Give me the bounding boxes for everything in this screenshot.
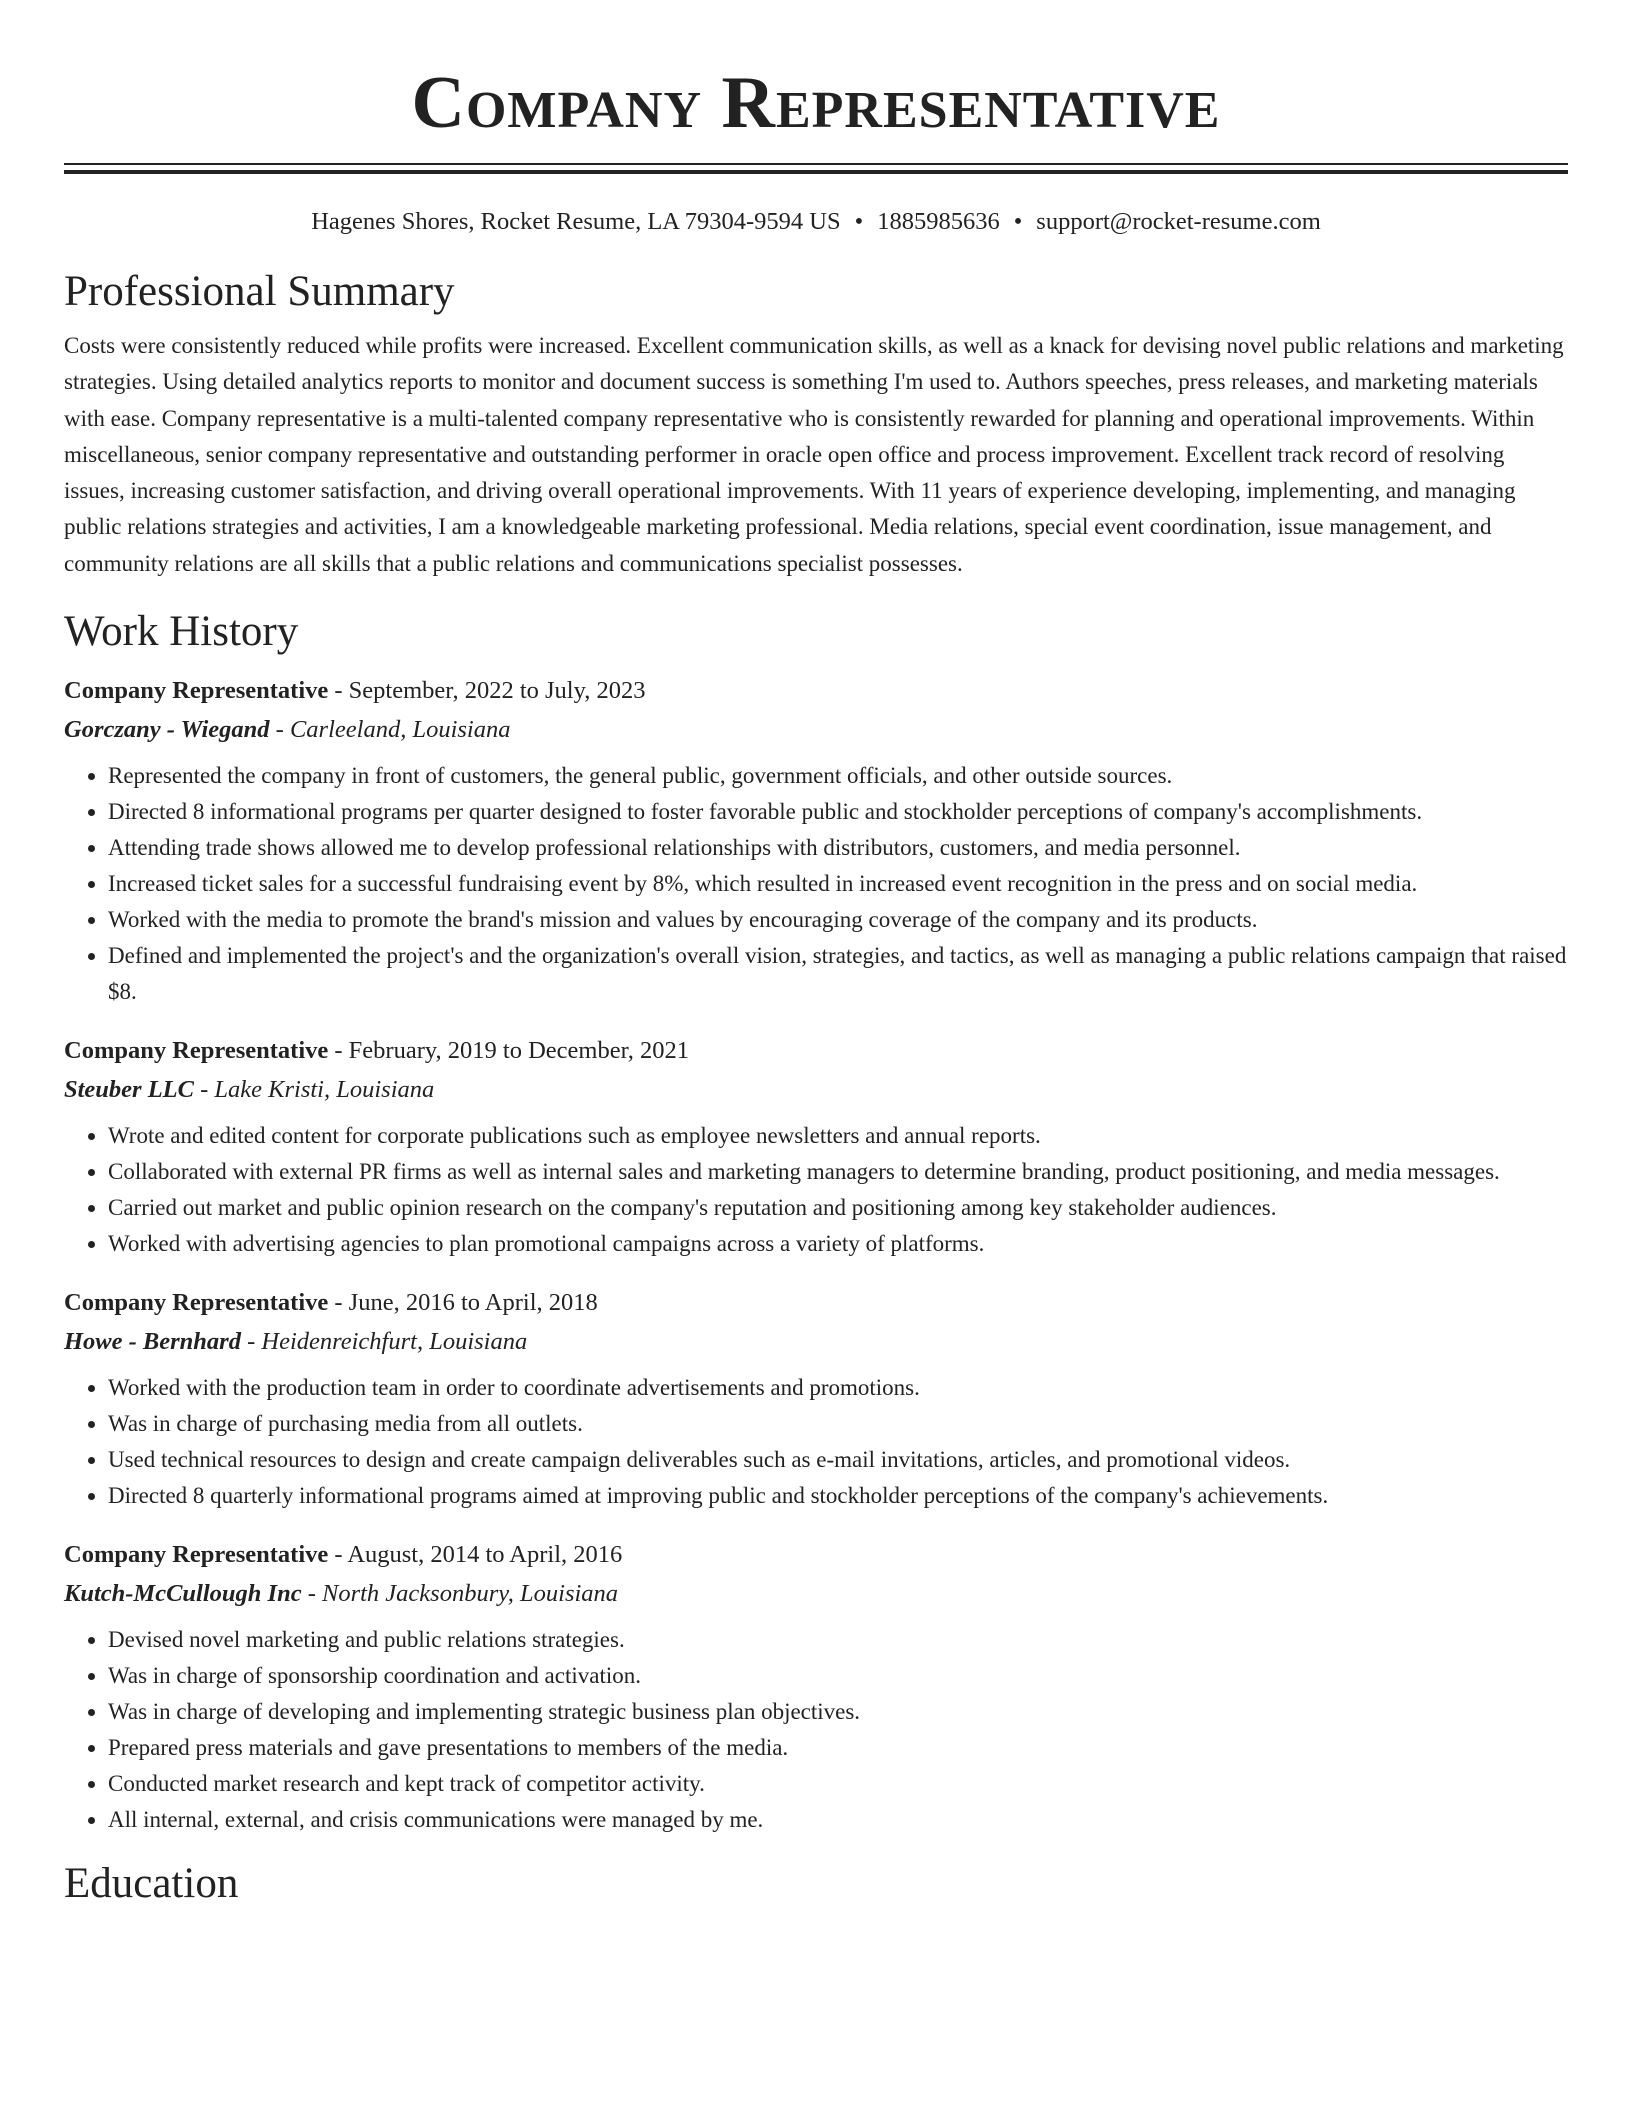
job-location: - Heidenreichfurt, Louisiana — [240, 1328, 528, 1356]
job-company-line — [64, 1070, 1568, 1110]
contact-line — [64, 206, 1568, 238]
contact-separator: • — [854, 208, 864, 235]
job-dates: - August, 2014 to April, 2016 — [328, 1541, 623, 1569]
summary-text: Costs were consistently reduced while profits were increased. Excellent communication skills, as well as a knack for devising novel public relations and marketing strategies. Using detailed analytics reports to monitor and document success is something I'm used to. Authors speeches, press releases, and marketing materials with ease. Company representative is a multi-talented company representative who is consistently rewarded for planning and operational improvements. Within miscellaneous, senior company representative and outstanding performer in oracle open office and process improvement. Excellent track record of resolving issues, increasing customer satisfaction, and driving overall operational improvements. With 11 years of experience developing, implementing, and managing public relations strategies and activities, I am a knowledgeable marketing professional. Media relations, special event coordination, issue management, and community relations are all skills that a public relations and communications specialist possesses. — [64, 333, 1564, 576]
job-bullets — [64, 1370, 1568, 1514]
job-title: Company Representative — [64, 1037, 329, 1065]
job-bullet: • All internal, external, and crisis communications were managed by me. — [108, 1802, 1568, 1838]
job-company-line — [64, 710, 1568, 750]
job-company: Gorczany - Wiegand — [64, 716, 270, 744]
job-company-line — [64, 1574, 1568, 1614]
job-company: Steuber LLC — [64, 1076, 194, 1104]
contact-address: Hagenes Shores, Rocket Resume, LA 79304-9594 US — [311, 208, 841, 235]
contact-separator: • — [1013, 208, 1023, 235]
education-heading: Education — [64, 1860, 239, 1908]
job-bullet: • Devised novel marketing and public relations strategies. — [108, 1622, 1568, 1658]
title-rule-thick — [64, 170, 1568, 174]
resume-title: Company Representative — [411, 62, 1221, 144]
job-company-line — [64, 1322, 1568, 1362]
job-location: - Carleeland, Louisiana — [269, 716, 511, 744]
job-title-line — [64, 1032, 1568, 1070]
job-bullet: • Was in charge of purchasing media from all outlets. — [108, 1406, 1568, 1442]
job-bullet: • Represented the company in front of customers, the general public, government officials, and other outside sources. — [108, 758, 1568, 794]
job-bullet: • Attending trade shows allowed me to develop professional relationships with distributors, customers, and media personnel. — [108, 830, 1568, 866]
job-bullets — [64, 758, 1568, 1010]
job-dates: - February, 2019 to December, 2021 — [328, 1037, 690, 1065]
summary-heading: Professional Summary — [64, 268, 455, 315]
job-company: Kutch-McCullough Inc — [64, 1580, 302, 1608]
job-entry — [64, 1032, 1568, 1262]
job-bullet: • Used technical resources to design and create campaign deliverables such as e-mail invitations, articles, and promotional videos. — [108, 1442, 1568, 1478]
job-entry — [64, 1284, 1568, 1514]
job-dates: - June, 2016 to April, 2018 — [328, 1289, 598, 1317]
job-bullet: • Worked with the production team in order to coordinate advertisements and promotions. — [108, 1370, 1568, 1406]
job-bullet: • Conducted market research and kept track of competitor activity. — [108, 1766, 1568, 1802]
job-bullet: • Defined and implemented the project's and the organization's overall vision, strategies, and tactics, as well as managing a public relations campaign that raised $8. — [108, 938, 1568, 1010]
job-bullet: • Was in charge of developing and implementing strategic business plan objectives. — [108, 1694, 1568, 1730]
job-location: - Lake Kristi, Louisiana — [194, 1076, 435, 1104]
job-bullet: • Increased ticket sales for a successful fundraising event by 8%, which resulted in increased event recognition in the press and on social media. — [108, 866, 1568, 902]
contact-phone: 1885985636 — [877, 208, 1000, 235]
job-bullet: • Worked with the media to promote the brand's mission and values by encouraging coverage of the company and its products. — [108, 902, 1568, 938]
job-bullet: • Was in charge of sponsorship coordination and activation. — [108, 1658, 1568, 1694]
job-bullet: • Collaborated with external PR firms as well as internal sales and marketing managers to determine branding, product positioning, and media messages. — [108, 1154, 1568, 1190]
job-bullet: • Carried out market and public opinion research on the company's reputation and positioning among key stakeholder audiences. — [108, 1190, 1568, 1226]
work-history-heading: Work History — [64, 608, 299, 656]
job-title: Company Representative — [64, 1289, 329, 1317]
job-company: Howe - Bernhard — [64, 1328, 241, 1356]
job-entry — [64, 672, 1568, 1010]
job-title-line — [64, 1284, 1568, 1322]
job-bullet: • Prepared press materials and gave presentations to members of the media. — [108, 1730, 1568, 1766]
job-title-line — [64, 1536, 1568, 1574]
job-title-line — [64, 672, 1568, 710]
job-title: Company Representative — [64, 1541, 329, 1569]
job-entry — [64, 1536, 1568, 1838]
job-bullet: • Worked with advertising agencies to plan promotional campaigns across a variety of platforms. — [108, 1226, 1568, 1262]
job-bullet: • Directed 8 informational programs per quarter designed to foster favorable public and stockholder perceptions of company's accomplishments. — [108, 794, 1568, 830]
job-bullets — [64, 1118, 1568, 1262]
job-bullets — [64, 1622, 1568, 1838]
job-title: Company Representative — [64, 677, 329, 705]
job-location: - North Jacksonbury, Louisiana — [301, 1580, 619, 1608]
title-rule-thin — [64, 163, 1568, 165]
job-bullet: • Wrote and edited content for corporate publications such as employee newsletters and annual reports. — [108, 1118, 1568, 1154]
contact-email: support@rocket-resume.com — [1036, 208, 1321, 235]
job-dates: - September, 2022 to July, 2023 — [328, 677, 646, 705]
job-bullet: • Directed 8 quarterly informational programs aimed at improving public and stockholder perceptions of the company's achievements. — [108, 1478, 1568, 1514]
